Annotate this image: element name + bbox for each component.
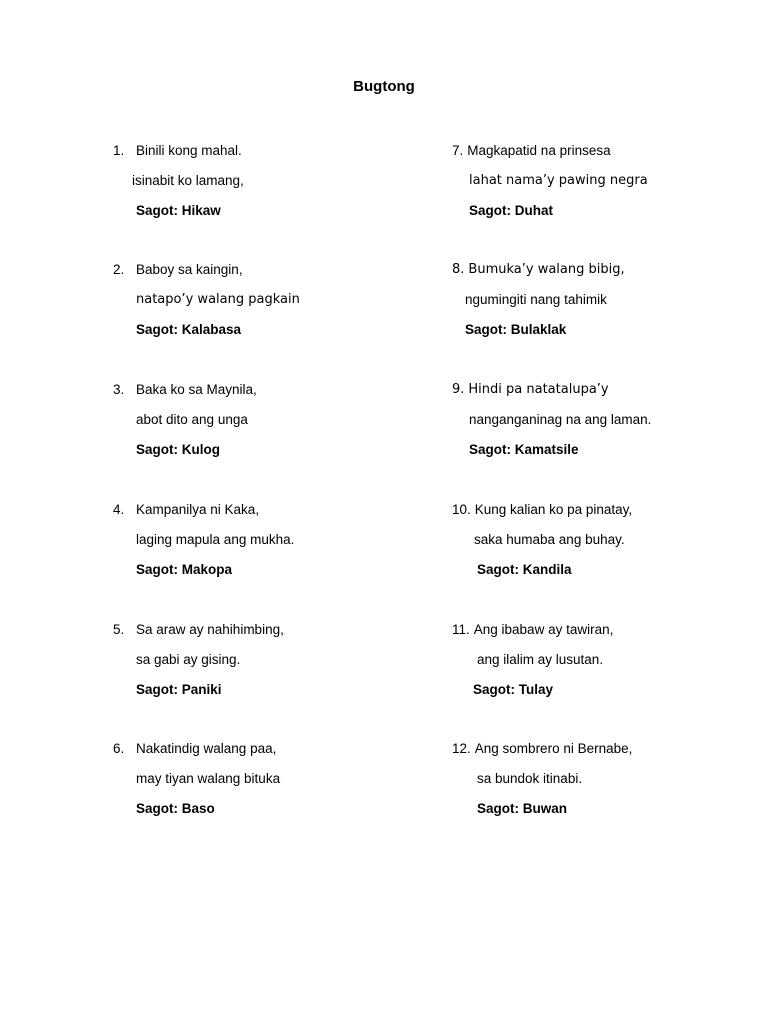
riddle-number: 10. — [452, 502, 471, 517]
riddle-question-line-2: ngumingiti nang tahimik — [465, 292, 607, 307]
riddle-question-line-1: 10. Kung kalian ko pa pinatay, — [452, 502, 633, 517]
riddle-answer: Sagot: Kamatsile — [469, 442, 579, 457]
riddle-answer: Sagot: Tulay — [473, 682, 554, 697]
riddle-question-line-1: 6. Nakatindig walang paa, — [113, 741, 277, 756]
riddle-number: 12. — [452, 741, 471, 756]
riddle-question-line-2: may tiyan walang bituka — [136, 771, 281, 786]
riddle-question-line-2: sa bundok itinabi. — [477, 771, 583, 786]
riddle-answer: Sagot: Makopa — [136, 562, 233, 577]
riddle-number: 6. — [113, 741, 125, 756]
riddle-question-line-1: 3. Baka ko sa Maynila, — [113, 382, 257, 397]
riddle-number: 11. — [452, 622, 470, 637]
riddle-number: 5. — [113, 622, 125, 637]
riddle-question-line-1: 2. Baboy sa kaingin, — [113, 262, 243, 277]
riddle-question-line-2: sa gabi ay gising. — [136, 652, 241, 667]
riddle-number: 7. — [452, 143, 464, 158]
riddle-question-line-1: 8. Bumuka’y walang bibig, — [452, 262, 625, 277]
riddle-question-line-1: 7. Magkapatid na prinsesa — [452, 143, 611, 158]
riddle-answer: Sagot: Kandila — [477, 562, 572, 577]
riddle-question-line-1: 12. Ang sombrero ni Bernabe, — [452, 741, 633, 756]
riddle-number: 9. — [452, 382, 465, 397]
page-title: Bugtong — [353, 78, 415, 95]
riddle-question-line-2: laging mapula ang mukha. — [136, 532, 295, 547]
riddle-question-line-2: saka humaba ang buhay. — [474, 532, 625, 547]
riddle-question-line-2: isinabit ko lamang, — [132, 173, 244, 188]
riddle-answer: Sagot: Paniki — [136, 682, 222, 697]
riddle-number: 2. — [113, 262, 125, 277]
riddle-answer: Sagot: Buwan — [477, 801, 567, 816]
riddle-question-line-1: 1. Binili kong mahal. — [113, 143, 242, 158]
riddle-answer: Sagot: Duhat — [469, 203, 553, 218]
riddle-question-line-1: 11. Ang ibabaw ay tawiran, — [452, 622, 614, 637]
riddle-question-line-1: 4. Kampanilya ni Kaka, — [113, 502, 260, 517]
riddle-answer: Sagot: Hikaw — [136, 203, 221, 218]
riddle-question-line-2: abot dito ang unga — [136, 412, 248, 427]
riddle-question-line-2: ang ilalim ay lusutan. — [477, 652, 604, 667]
riddle-question-line-2: lahat nama’y pawing negra — [469, 173, 648, 188]
riddle-answer: Sagot: Kalabasa — [136, 322, 242, 337]
riddle-answer: Sagot: Bulaklak — [465, 322, 567, 337]
riddle-number: 8. — [452, 262, 465, 277]
riddle-number: 3. — [113, 382, 125, 397]
riddle-number: 1. — [113, 143, 125, 158]
riddle-number: 4. — [113, 502, 125, 517]
riddle-question-line-1: 5. Sa araw ay nahihimbing, — [113, 622, 284, 637]
riddle-question-line-2: natapo’y walang pagkain — [136, 292, 300, 307]
riddle-question-line-1: 9. Hindi pa natatalupa’y — [452, 382, 609, 397]
riddle-answer: Sagot: Kulog — [136, 442, 220, 457]
riddle-answer: Sagot: Baso — [136, 801, 215, 816]
riddle-question-line-2: nanganganinag na ang laman. — [469, 412, 652, 427]
